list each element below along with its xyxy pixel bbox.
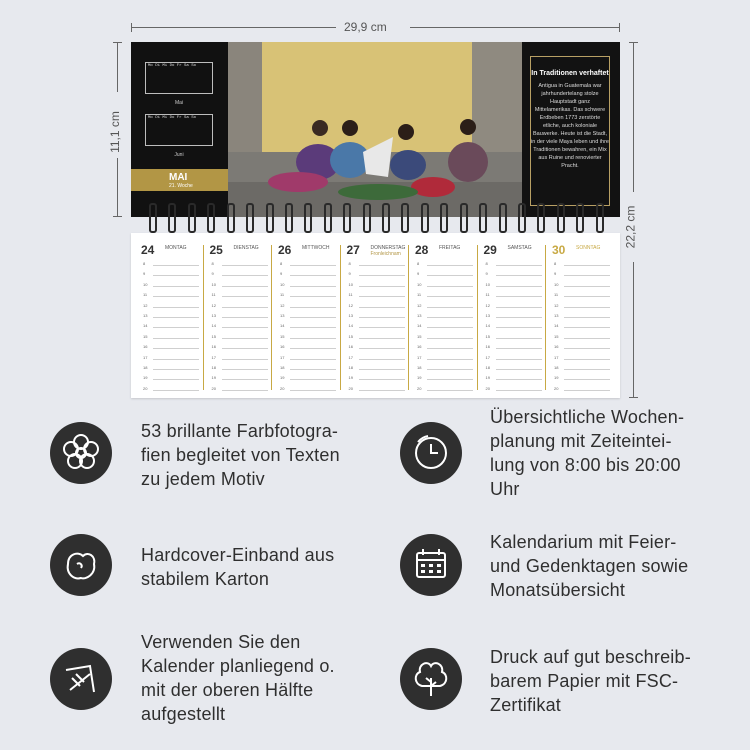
hour-line [427,296,473,297]
hour-label: 10 [211,281,216,287]
spiral-ring [421,203,429,233]
hour-line [564,275,610,276]
hour-label: 20 [143,385,148,391]
hour-line [290,275,336,276]
hour-line [153,275,199,276]
hour-line [359,348,405,349]
hour-line [153,369,199,370]
hour-label: 19 [485,375,490,381]
hour-label: 19 [280,375,285,381]
hour-label: 13 [485,313,490,318]
hour-line [564,338,610,339]
hour-label: 12 [348,302,353,308]
hour-line [496,338,542,339]
book-cover-icon [50,534,112,596]
top-height-dimension-label: 11,1 cm [107,111,122,153]
hour-line [359,379,405,380]
hour-line [290,296,336,297]
hour-line [564,359,610,360]
hour-line [564,369,610,370]
top-height-dim-tick-bottom [113,216,122,217]
hour-label: 10 [143,281,148,287]
hour-label: 17 [280,354,285,360]
photo-description-panel [522,42,620,217]
hour-line [427,317,473,318]
mini-calendar-may [145,62,213,94]
day-number: 30 [552,243,566,257]
hour-label: 13 [417,313,422,318]
hour-line [564,307,610,308]
spiral-ring [285,203,293,233]
day-number: 27 [346,243,360,257]
hour-label: 19 [211,375,216,381]
hour-label: 16 [348,344,353,350]
mini-calendar-may-header: Mo Di Mi Do Fr Sa So [148,64,197,68]
hour-line [290,286,336,287]
hour-label: 17 [348,354,353,360]
flower-icon [50,422,112,484]
hour-line [359,338,405,339]
spiral-ring [537,203,545,233]
hour-label: 11 [417,292,422,298]
total-height-dimension-label: 22,2 cm [623,205,638,249]
hour-label: 19 [348,375,353,381]
hour-label: 18 [348,365,353,370]
hour-line [496,307,542,308]
hour-label: 18 [417,365,422,370]
hour-line [222,369,268,370]
spiral-ring [188,203,196,233]
hour-label: 19 [143,375,148,381]
day-separator [545,245,546,390]
hour-label: 15 [417,333,422,339]
hour-line [153,359,199,360]
hour-label: 14 [417,323,422,329]
photo-illustration [228,42,522,217]
hour-line [222,317,268,318]
hour-label: 10 [485,281,490,287]
spiral-ring [207,203,215,233]
hour-line [153,265,199,266]
width-dim-right-tick [619,23,620,32]
hour-line [359,390,405,391]
hour-line [222,275,268,276]
hour-label: 20 [211,385,216,391]
description-body: Antigua in Guatemala war jahrhundertelang stolze Hauptstadt ganz Mittelamerikas. Das schwere Erdbeben 1773 zerstörte etliche, auch koloniale Bauwerke. Heute ist die Stadt, in der viele Maya leben und ihre Traditionen bewahren, ein Mix aus Ruine und renovierter Pracht. [531,83,609,169]
hour-line [290,369,336,370]
feature-text-kalendarium: Kalendarium mit Feier- und Gedenktagen sowie Monatsübersicht [490,532,689,600]
hour-line [153,390,199,391]
hour-label: 11 [485,292,490,298]
hour-line [222,338,268,339]
tree-icon [400,648,462,710]
hour-label: 12 [417,302,422,308]
mini-calendar-may-label: Mai [174,100,184,106]
hour-line [359,317,405,318]
spiral-ring [324,203,332,233]
hour-label: 8 [143,261,146,266]
month-banner [131,169,228,191]
hour-label: 16 [485,344,490,350]
hour-label: 18 [143,365,148,370]
hour-label: 9 [211,271,214,277]
hour-label: 8 [554,261,557,266]
mini-calendar-june [145,114,213,146]
hour-label: 18 [211,365,216,370]
hour-line [427,338,473,339]
spiral-ring [343,203,351,233]
hour-label: 19 [554,375,559,381]
day-name: SAMSTAG [507,245,532,251]
hour-label: 14 [211,323,216,329]
day-name: MONTAG [165,245,187,251]
day-name: DIENSTAG [233,245,259,251]
feature-text-planning: Übersichtliche Wochen- planung mit Zeiteintei- lung von 8:00 bis 20:00 Uhr [490,407,685,499]
hour-line [427,286,473,287]
hour-label: 8 [485,261,488,266]
month-title: MAI [169,172,188,183]
hour-label: 12 [485,302,490,308]
mini-calendar-june-label: Juni [174,152,184,158]
hour-label: 13 [554,313,559,318]
feature-text-paper: Druck auf gut beschreib- barem Papier mit FSC- Zertifikat [490,647,691,715]
day-separator [340,245,341,390]
hour-line [359,265,405,266]
hour-line [222,307,268,308]
hour-label: 12 [280,302,285,308]
hour-label: 18 [554,365,559,370]
hour-label: 14 [280,323,285,329]
day-name: FREITAG [439,245,461,251]
hour-label: 16 [280,344,285,350]
hour-label: 15 [211,333,216,339]
hour-line [427,390,473,391]
hour-line [290,390,336,391]
hour-label: 10 [348,281,353,287]
hour-line [222,379,268,380]
calendar-top-page [131,42,620,217]
hour-line [564,327,610,328]
hour-label: 13 [211,313,216,318]
hour-line [496,369,542,370]
hour-label: 18 [485,365,490,370]
hour-label: 20 [348,385,353,391]
hour-line [427,359,473,360]
day-number: 26 [278,243,292,257]
hour-line [222,348,268,349]
hour-line [222,359,268,360]
day-name: DONNERSTAG [370,245,406,251]
width-dim-line-left [131,27,336,28]
hour-line [359,369,405,370]
hour-line [564,348,610,349]
spiral-ring [363,203,371,233]
hour-line [290,379,336,380]
hour-line [496,359,542,360]
planner-day-column [131,233,199,393]
hour-line [496,286,542,287]
planner-day-column [405,233,473,393]
hour-label: 20 [280,385,285,391]
hour-line [564,296,610,297]
hour-line [290,327,336,328]
hour-label: 9 [280,271,283,277]
hour-label: 15 [348,333,353,339]
mini-calendar-june-header: Mo Di Mi Do Fr Sa So [148,116,197,120]
hour-line [290,348,336,349]
hour-label: 11 [280,292,285,298]
hour-line [359,275,405,276]
hour-line [427,307,473,308]
hour-label: 17 [485,354,490,360]
hour-label: 9 [348,271,351,277]
hour-line [290,307,336,308]
day-holiday: Fronleichnam [370,251,401,257]
feature-text-usage: Verwenden Sie den Kalender planliegend o. mit der oberen Hälfte aufgestellt [141,632,335,724]
hour-label: 20 [417,385,422,391]
spiral-binding [149,203,604,233]
day-name: SONNTAG [576,245,601,251]
spiral-ring [557,203,565,233]
calendar-photo [228,42,522,217]
clock-icon [400,422,462,484]
hour-line [290,359,336,360]
hour-label: 12 [143,302,148,308]
hour-line [153,286,199,287]
hour-line [153,327,199,328]
feature-text-photos: 53 brillante Farbfotogra- fien begleitet von Texten zu jedem Motiv [141,421,340,489]
spiral-ring [382,203,390,233]
hour-label: 10 [280,281,285,287]
spiral-ring [440,203,448,233]
hour-label: 11 [348,292,353,298]
day-separator [203,245,204,390]
day-number: 25 [209,243,223,257]
easel-icon [50,648,112,710]
spiral-ring [227,203,235,233]
spiral-ring [304,203,312,233]
day-number: 24 [141,243,155,257]
hour-line [564,317,610,318]
hour-line [290,338,336,339]
planner-day-column [268,233,336,393]
hour-label: 17 [554,354,559,360]
hour-label: 16 [417,344,422,350]
planner-day-column [200,233,268,393]
spiral-ring [168,203,176,233]
hour-line [496,390,542,391]
hour-label: 14 [554,323,559,329]
hour-label: 12 [554,302,559,308]
hour-label: 15 [554,333,559,339]
hour-line [496,327,542,328]
hour-line [153,307,199,308]
hour-label: 14 [348,323,353,329]
top-height-dim-line-2 [117,158,118,217]
hour-label: 17 [417,354,422,360]
hour-line [427,265,473,266]
width-dimension-label: 29,9 cm [344,20,387,34]
hour-line [496,296,542,297]
hour-line [359,296,405,297]
hour-label: 19 [417,375,422,381]
hour-line [427,327,473,328]
hour-label: 10 [554,281,559,287]
hour-line [153,317,199,318]
hour-line [359,359,405,360]
hour-line [153,338,199,339]
weekly-planner-page [131,233,620,398]
hour-label: 14 [143,323,148,329]
hour-line [153,296,199,297]
hour-line [222,327,268,328]
hour-label: 11 [554,292,559,298]
hour-label: 17 [143,354,148,360]
week-label: 21. Woche [169,183,193,189]
hour-label: 9 [417,271,420,277]
hour-label: 15 [143,333,148,339]
hour-label: 13 [143,313,148,318]
hour-label: 20 [554,385,559,391]
hour-line [564,390,610,391]
hour-line [427,369,473,370]
day-separator [271,245,272,390]
day-separator [408,245,409,390]
hour-line [222,265,268,266]
calendar-icon [400,534,462,596]
day-separator [477,245,478,390]
hour-line [427,379,473,380]
hour-label: 8 [417,261,420,266]
hour-label: 9 [554,271,557,277]
hour-line [290,317,336,318]
spiral-ring [499,203,507,233]
hour-line [359,286,405,287]
hour-label: 8 [280,261,283,266]
hour-line [496,348,542,349]
hour-line [427,275,473,276]
spiral-ring [596,203,604,233]
hour-line [222,286,268,287]
total-height-dim-line-1 [633,42,634,192]
hour-line [496,265,542,266]
hour-label: 8 [348,261,351,266]
hour-label: 17 [211,354,216,360]
hour-label: 15 [280,333,285,339]
hour-line [153,348,199,349]
hour-line [496,317,542,318]
planner-day-column [474,233,542,393]
planner-day-column [337,233,405,393]
spiral-ring [246,203,254,233]
hour-line [496,379,542,380]
spiral-ring [518,203,526,233]
hour-label: 20 [485,385,490,391]
hour-label: 12 [211,302,216,308]
hour-label: 16 [143,344,148,350]
hour-line [564,265,610,266]
hour-line [290,265,336,266]
day-number: 29 [483,243,497,257]
hour-label: 9 [485,271,488,277]
hour-label: 18 [280,365,285,370]
top-height-dim-line-1 [117,42,118,92]
hour-label: 14 [485,323,490,329]
spiral-ring [401,203,409,233]
hour-label: 8 [211,261,214,266]
total-height-dim-line-2 [633,262,634,398]
day-number: 28 [415,243,429,257]
spiral-ring [576,203,584,233]
hour-label: 10 [417,281,422,287]
spiral-ring [149,203,157,233]
hour-line [496,275,542,276]
day-name: MITTWOCH [302,245,330,251]
description-title: In Traditionen verhaftet [531,70,609,77]
hour-line [427,348,473,349]
hour-line [359,327,405,328]
hour-label: 11 [211,292,216,298]
spiral-ring [460,203,468,233]
total-height-dim-tick-bottom [629,397,638,398]
planner-day-column [542,233,610,393]
hour-label: 13 [280,313,285,318]
hour-line [153,379,199,380]
hour-label: 15 [485,333,490,339]
hour-label: 13 [348,313,353,318]
hour-line [222,390,268,391]
hour-line [564,286,610,287]
hour-line [222,296,268,297]
spiral-ring [266,203,274,233]
hour-line [359,307,405,308]
hour-label: 11 [143,292,148,298]
width-dim-line-right [410,27,620,28]
hour-label: 9 [143,271,146,277]
hour-label: 16 [211,344,216,350]
feature-text-hardcover: Hardcover-Einband aus stabilem Karton [141,545,335,589]
hour-label: 16 [554,344,559,350]
hour-line [564,379,610,380]
spiral-ring [479,203,487,233]
